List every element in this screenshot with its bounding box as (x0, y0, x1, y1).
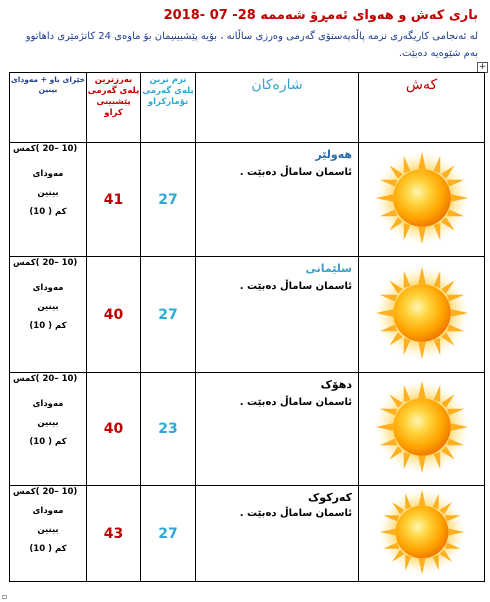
header-max-temp: بەرزترین پلەی گەرمی پێشبینی کراو (87, 73, 141, 143)
visibility-label-2: بینین (37, 302, 59, 312)
wind-visibility-cell (10, 257, 87, 373)
visibility-label: مەودای (32, 399, 64, 409)
sun-icon (374, 150, 470, 246)
city-cell (196, 143, 359, 257)
city-name: سلێمانی (305, 262, 352, 275)
city-cell (196, 373, 359, 486)
visibility-value: (10 ) کم (29, 544, 67, 554)
visibility-label-2: بینین (37, 525, 59, 535)
max-temp: 41 (87, 143, 141, 257)
max-temp: 43 (87, 486, 141, 582)
weather-description: ئاسمان ساماڵ دەبێت . (239, 508, 352, 519)
wind-speed: (10 –20 )کمس (13, 144, 78, 154)
table-row (10, 143, 485, 257)
weather-description: ئاسمان ساماڵ دەبێت . (239, 397, 352, 408)
weather-icon-cell (359, 373, 485, 486)
min-temp: 27 (141, 486, 196, 582)
wind-visibility-cell (10, 373, 87, 486)
min-temp: 27 (141, 143, 196, 257)
city-cell (196, 257, 359, 373)
visibility-label: مەودای (32, 506, 64, 516)
city-name: کەرکوک (308, 491, 352, 504)
city-name: هەولێر (315, 148, 352, 161)
table-header-row (10, 73, 485, 143)
table-move-handle[interactable]: + (478, 62, 487, 72)
table-row (10, 486, 485, 582)
wind-speed: (10 –20 )کمس (13, 374, 78, 384)
wind-speed: (10 –20 )کمس (13, 258, 78, 268)
visibility-label: مەودای (32, 169, 64, 179)
header-weather: کەش (359, 73, 485, 143)
page-title: باری کەش و هەوای ئەمڕۆ شەممە 28- 07 -2018 (163, 8, 478, 23)
min-temp: 27 (141, 257, 196, 373)
weather-description: ئاسمان ساماڵ دەبێت . (239, 281, 352, 292)
min-temp: 23 (141, 373, 196, 486)
sun-icon (374, 379, 470, 475)
sun-icon (374, 265, 470, 361)
wind-visibility-cell (10, 486, 87, 582)
page-corner-mark: ▫ (2, 592, 8, 601)
visibility-value: (10 ) کم (29, 321, 67, 331)
header-wind-visibility: خێرای باو + مەودای بینین (10, 73, 87, 143)
table-row (10, 257, 485, 373)
forecast-intro: لە ئەنجامی کاریگەری نزمە پاڵەپەستۆی گەرمی وەرزی ساڵانە ، بۆیە پێشبینیمان بۆ ماوەی 24 کاتژمێری داهاتوو بەم شێوەیە دەبێت. (25, 31, 478, 59)
city-name: دهۆک (320, 378, 352, 391)
weather-description: ئاسمان ساماڵ دەبێت . (239, 167, 352, 178)
max-temp: 40 (87, 257, 141, 373)
visibility-label-2: بینین (37, 418, 59, 428)
weather-icon-cell (359, 486, 485, 582)
weather-table (9, 72, 485, 582)
header-cities: شارەکان (196, 73, 359, 143)
sun-icon (378, 488, 466, 576)
max-temp: 40 (87, 373, 141, 486)
weather-icon-cell (359, 257, 485, 373)
city-cell (196, 486, 359, 582)
wind-visibility-cell (10, 143, 87, 257)
wind-speed: (10 –20 )کمس (13, 487, 78, 497)
visibility-label-2: بینین (37, 188, 59, 198)
visibility-label: مەودای (32, 283, 64, 293)
visibility-value: (10 ) کم (29, 207, 67, 217)
header-min-temp: نزم ترین پلەی گەرمی تۆمارکراو (141, 73, 196, 143)
visibility-value: (10 ) کم (29, 437, 67, 447)
table-row (10, 373, 485, 486)
weather-icon-cell (359, 143, 485, 257)
